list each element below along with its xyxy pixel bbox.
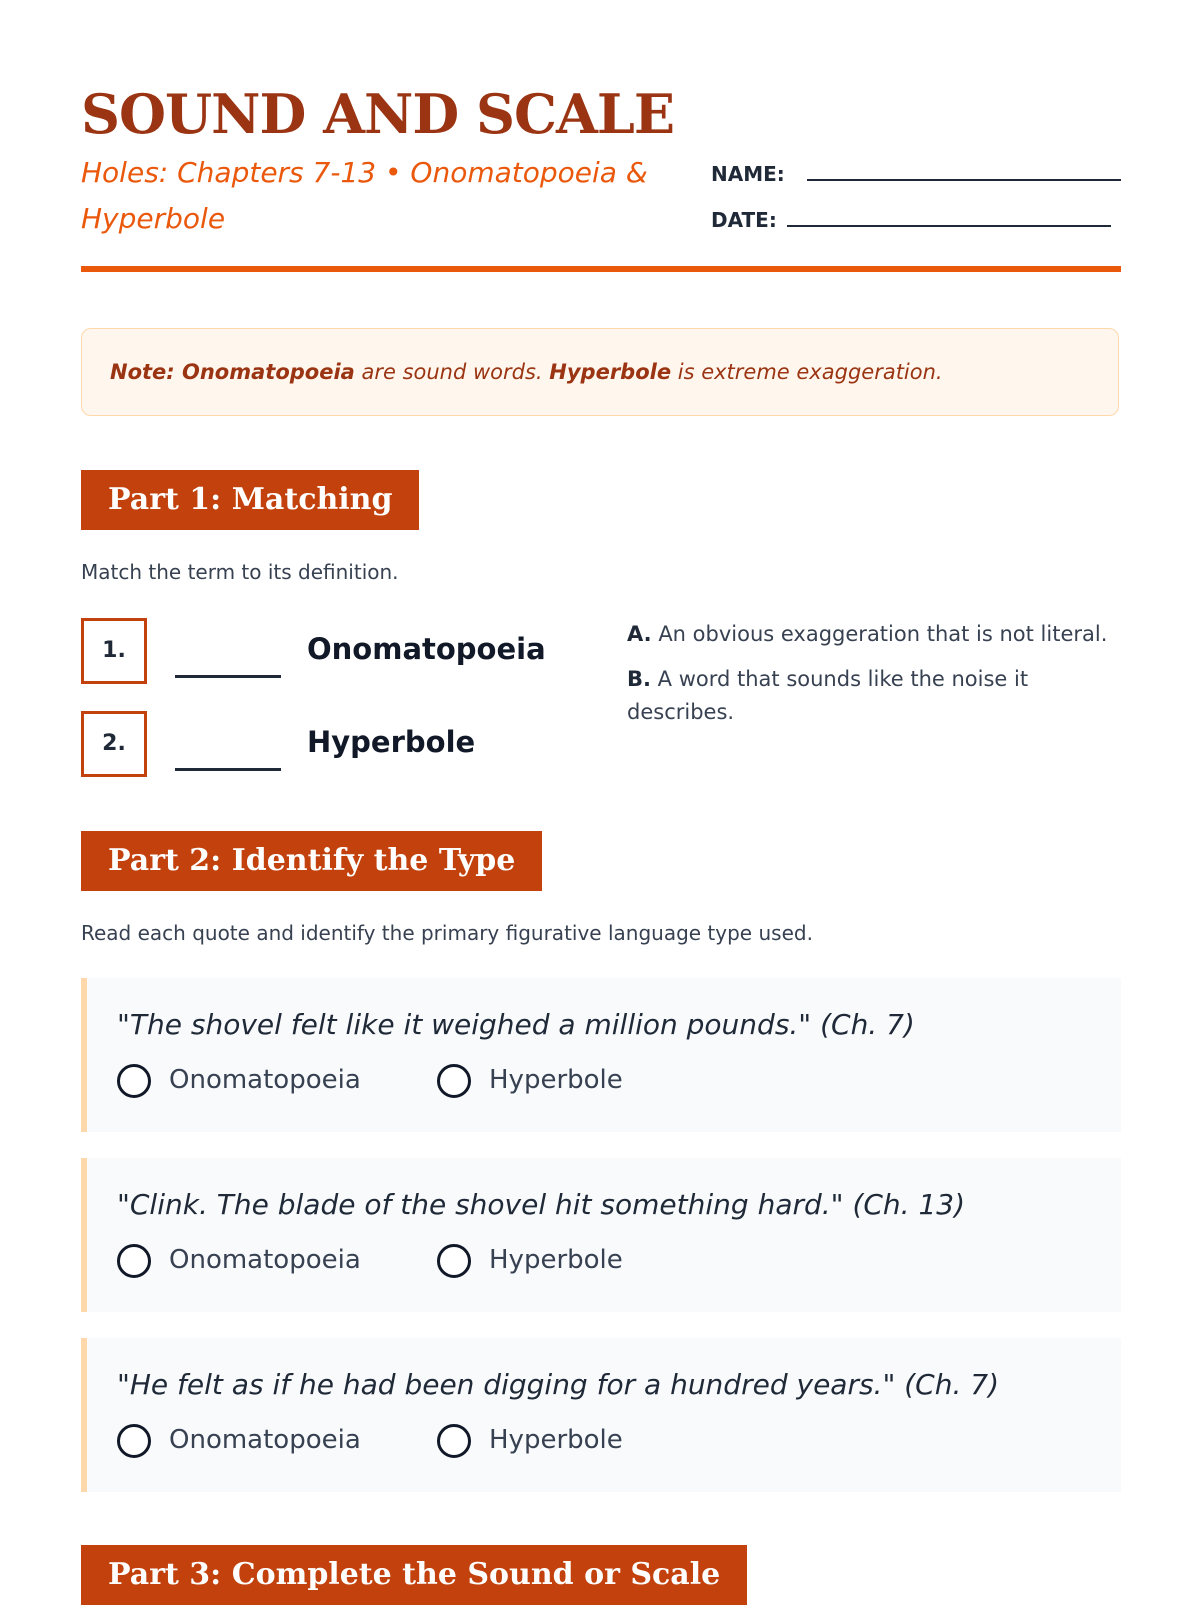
item-number: 1. <box>81 618 147 684</box>
match-item <box>81 711 641 777</box>
definition-list <box>627 618 1121 741</box>
part1-heading: Part 1: Matching <box>81 470 419 530</box>
note-prefix: Note: Onomatopoeia <box>110 360 355 384</box>
quote-text: "He felt as if he had been digging for a hundred years." (Ch. 7) <box>117 1368 999 1401</box>
name-line[interactable] <box>807 179 1121 181</box>
page-title: SOUND AND SCALE <box>81 82 675 146</box>
definition-a <box>627 618 1121 651</box>
option-label: Onomatopoeia <box>169 1425 361 1455</box>
option-label: Onomatopoeia <box>169 1245 361 1275</box>
radio-circle[interactable] <box>437 1064 471 1098</box>
date-line[interactable] <box>787 225 1111 227</box>
part2-instructions: Read each quote and identify the primary figurative language type used. <box>81 921 813 945</box>
option-label: Hyperbole <box>489 1065 623 1095</box>
option-label: Hyperbole <box>489 1425 623 1455</box>
note-suffix: is extreme exaggeration. <box>671 360 943 384</box>
header-divider <box>81 266 1121 272</box>
part3-heading: Part 3: Complete the Sound or Scale <box>81 1545 747 1605</box>
quote-card <box>81 1158 1121 1312</box>
part2-heading: Part 2: Identify the Type <box>81 831 542 891</box>
date-field[interactable] <box>711 208 1121 238</box>
note-box <box>81 328 1119 416</box>
quote-card <box>81 978 1121 1132</box>
match-term: Hyperbole <box>307 725 476 759</box>
definition-text: A word that sounds like the noise it describes. <box>627 667 1029 724</box>
definition-text: An obvious exaggeration that is not literal. <box>658 622 1108 646</box>
answer-blank[interactable] <box>175 768 281 771</box>
match-term: Onomatopoeia <box>307 632 546 666</box>
match-item <box>81 618 641 684</box>
note-middle: are sound words. <box>354 360 550 384</box>
item-number: 2. <box>81 711 147 777</box>
radio-circle[interactable] <box>437 1424 471 1458</box>
worksheet-page <box>81 0 1121 1600</box>
definition-b <box>627 663 1121 729</box>
answer-blank[interactable] <box>175 675 281 678</box>
part1-instructions: Match the term to its definition. <box>81 560 399 584</box>
quote-text: "The shovel felt like it weighed a million pounds." (Ch. 7) <box>117 1008 915 1041</box>
radio-circle[interactable] <box>117 1064 151 1098</box>
name-label: NAME: <box>711 162 785 186</box>
date-label: DATE: <box>711 208 777 232</box>
option-label: Hyperbole <box>489 1245 623 1275</box>
name-field[interactable] <box>711 162 1121 192</box>
definition-letter: B. <box>627 667 651 691</box>
definition-letter: A. <box>627 622 652 646</box>
note-term: Hyperbole <box>549 360 672 384</box>
page-subtitle: Holes: Chapters 7-13 • Onomatopoeia & Hyperbole <box>81 156 648 235</box>
radio-circle[interactable] <box>437 1244 471 1278</box>
quote-text: "Clink. The blade of the shovel hit something hard." (Ch. 13) <box>117 1188 966 1221</box>
option-label: Onomatopoeia <box>169 1065 361 1095</box>
radio-circle[interactable] <box>117 1424 151 1458</box>
radio-circle[interactable] <box>117 1244 151 1278</box>
quote-card <box>81 1338 1121 1492</box>
